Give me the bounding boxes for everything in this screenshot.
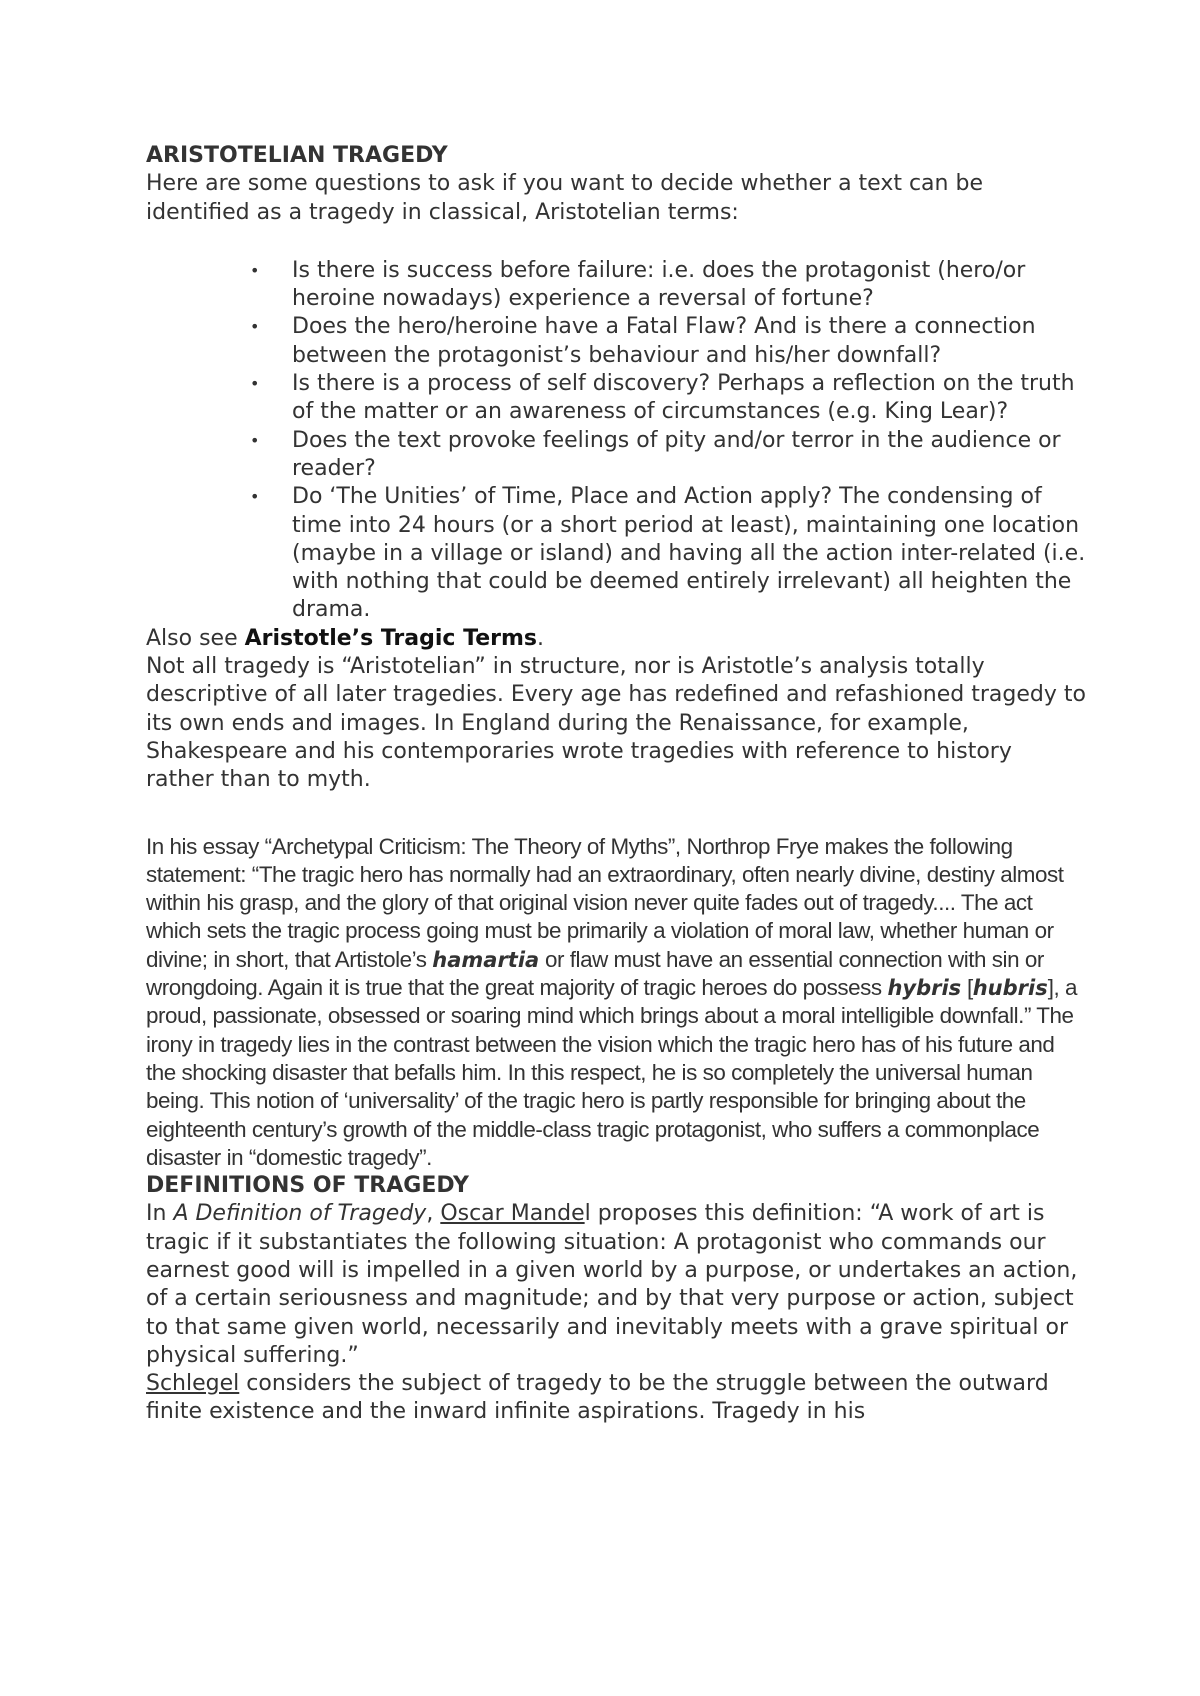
spacer bbox=[146, 227, 1086, 257]
bullet-icon: • bbox=[250, 487, 260, 507]
list-item bbox=[146, 313, 1086, 370]
schlegel-paragraph: Schlegel considers the subject of tragedy to be the struggle between the outward finite existence and the inward infinite aspirations. Tragedy in his bbox=[146, 1371, 1049, 1425]
heading-definitions-of-tragedy: DEFINITIONS OF TRAGEDY bbox=[146, 1173, 469, 1199]
list-item-text: Do ‘The Unities’ of Time, Place and Action apply? The condensing of time into 24 hours (or a short period at least), maintaining one location (maybe in a village or island) and having all the action inter-related (i.e. with nothing that could be deemed entirely irrelevant) all heighten the drama. bbox=[292, 484, 1086, 623]
not-all-tragedy-paragraph: Not all tragedy is “Aristotelian” in structure, nor is Aristotle’s analysis totally descriptive of all later tragedies. Every age has redefined and refashioned tragedy to its own ends and images. In England during the Renaissance, for example, Shakespeare and his contemporaries wrote tragedies with reference to history rather than to myth. bbox=[146, 654, 1086, 793]
schlegel-link[interactable]: Schlegel bbox=[146, 1371, 240, 1397]
term-hubris: hubris bbox=[972, 976, 1048, 1001]
bullet-icon: • bbox=[250, 374, 260, 394]
list-item bbox=[146, 370, 1086, 427]
frye-paragraph: In his essay “Archetypal Criticism: The Theory of Myths”, Northrop Frye makes the following statement: “The tragic hero has normally had an extraordinary, often nearly divine, destiny almost within his grasp, and the glory of that original vision never quite fades out of tragedy.... The act which sets the tragic process going must be primarily a violation of moral law, whether human or divine; in short, that Artistole’s hamartia or flaw must have an essential connection with sin or wrongdoing. Again it is true that the great majority of tragic heroes do possess hybris [hubris], a proud, passionate, obsessed or soaring mind which brings about a moral intelligible downfall.” The irony in tragedy lies in the contrast between the vision which the tragic hero has of his future and the shocking disaster that befalls him. In this respect, he is so completely the universal human being. This notion of ‘universality’ of the tragic hero is partly responsible for bringing about the eighteenth century’s growth of the middle-class tragic protagonist, who suffers a commonplace disaster in “domestic tragedy”. bbox=[146, 833, 1078, 1170]
bullet-icon: • bbox=[250, 317, 260, 337]
questions-list bbox=[146, 257, 1086, 625]
heading-aristotelian-tragedy: ARISTOTELIAN TRAGEDY bbox=[146, 143, 448, 168]
list-item-text: Is there is success before failure: i.e. does the protagonist (hero/or heroine nowadays) experience a reversal of fortune? bbox=[292, 257, 1026, 312]
intro-paragraph: Here are some questions to ask if you want to decide whether a text can be identified as a tragedy in classical, Aristotelian terms: bbox=[146, 171, 983, 225]
list-item bbox=[146, 427, 1086, 484]
mandel-paragraph: In A Definition of Tragedy, Oscar Mandel proposes this definition: “A work of art is tragic if it substantiates the following situation: A protagonist who commands our earnest good will is impelled in a given world by a purpose, or undertakes an action, of a certain seriousness and magnitude; and by that very purpose or action, subject to that same given world, necessarily and inevitably meets with a grave spiritual or physical suffering.” bbox=[146, 1201, 1078, 1368]
list-item-text: Is there is a process of self discovery? Perhaps a reflection on the truth of the matter or an awareness of circumstances (e.g. King Lear)? bbox=[292, 371, 1075, 425]
bullet-icon: • bbox=[250, 260, 260, 280]
bullet-icon: • bbox=[250, 430, 260, 450]
term-hybris: hybris bbox=[887, 976, 962, 1001]
aristotles-tragic-terms-link[interactable]: Aristotle’s Tragic Terms bbox=[244, 625, 537, 651]
list-item bbox=[146, 257, 1086, 314]
oscar-mandel-link[interactable]: Oscar Mande bbox=[440, 1201, 585, 1227]
book-title: A Definition of Tragedy bbox=[173, 1201, 427, 1227]
list-item-text: Does the text provoke feelings of pity and/or terror in the audience or reader? bbox=[292, 427, 1061, 481]
list-item-text: Does the hero/heroine have a Fatal Flaw? And is there a connection between the protagonist’s behaviour and his/her downfall? bbox=[292, 314, 1036, 368]
also-see-line: Also see Aristotle’s Tragic Terms. bbox=[146, 625, 544, 651]
term-hamartia: hamartia bbox=[432, 947, 540, 972]
list-item bbox=[146, 483, 1086, 624]
document-page bbox=[146, 142, 1086, 1427]
spacer bbox=[146, 795, 1086, 833]
